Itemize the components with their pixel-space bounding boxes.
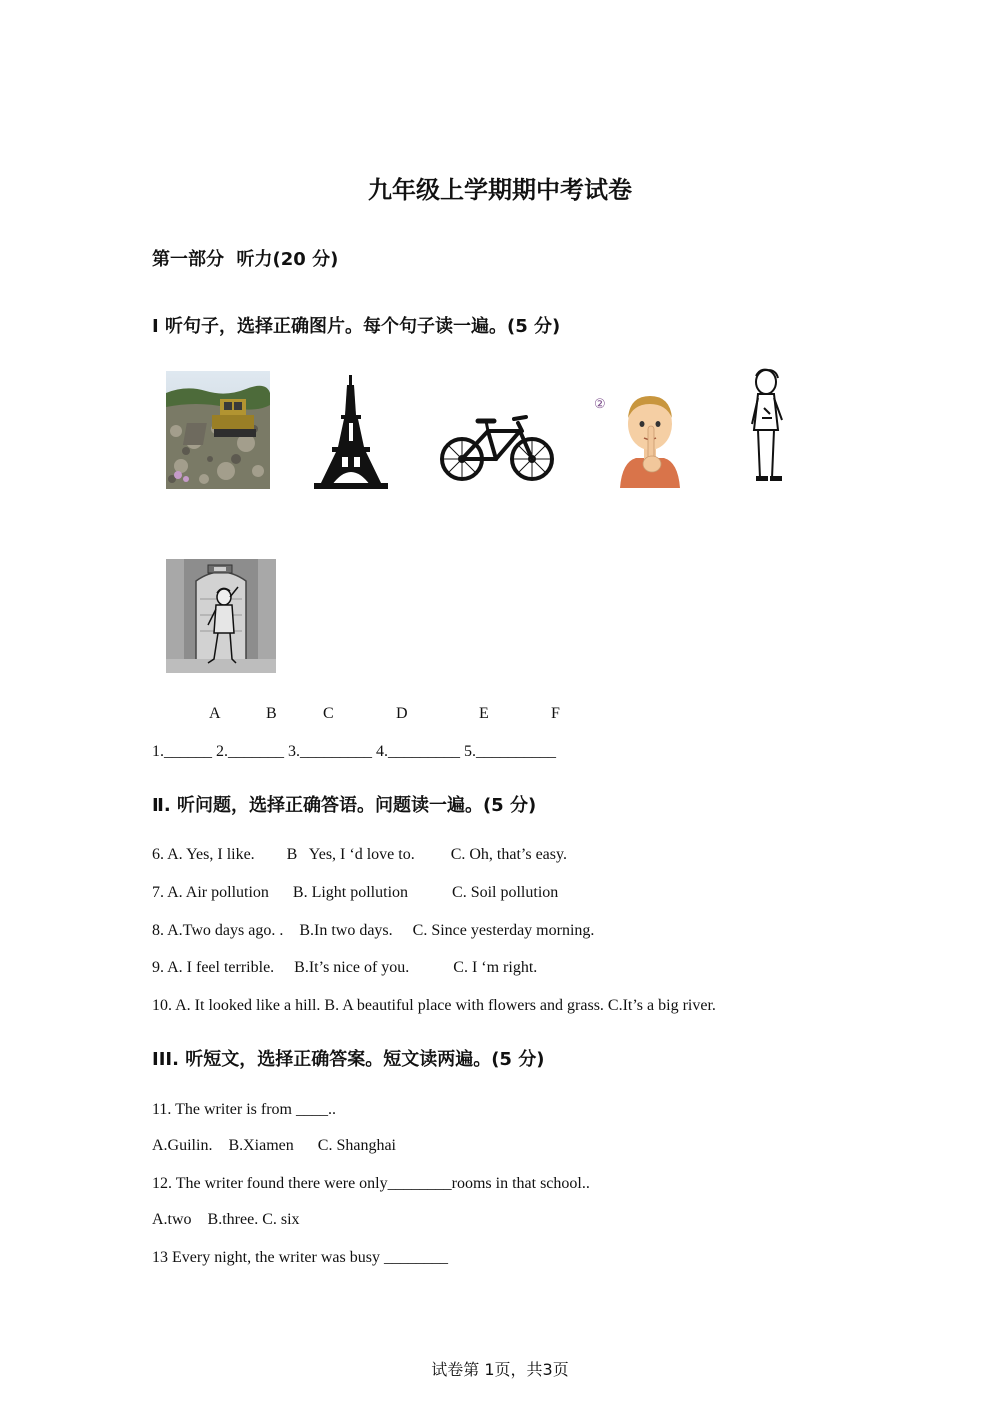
question-12: 12. The writer found there were only________rooms in that school.. bbox=[152, 1175, 590, 1192]
boy-shush-picture bbox=[616, 388, 684, 488]
question-11: 11. The writer is from ____.. bbox=[152, 1101, 336, 1118]
question-12-options: A.two B.three. C. six bbox=[152, 1211, 300, 1228]
picture-letter-c: C bbox=[323, 705, 334, 722]
question-11-options: A.Guilin. B.Xiamen C. Shanghai bbox=[152, 1137, 396, 1154]
picture-badge: ② bbox=[594, 396, 606, 411]
standing-man-picture bbox=[744, 368, 790, 488]
question-13: 13 Every night, the writer was busy ________ bbox=[152, 1249, 448, 1266]
landfill-picture bbox=[166, 371, 270, 489]
question-9: 9. A. I feel terrible. B.It’s nice of you. C. I ‘m right. bbox=[152, 959, 538, 976]
page-title: 九年级上学期期中考试卷 bbox=[368, 176, 632, 204]
picture-letter-a: A bbox=[209, 705, 221, 722]
section3-heading: III. 听短文，选择正确答案。短文读两遍。(5 分) bbox=[152, 1049, 545, 1070]
picture-letter-d: D bbox=[396, 705, 408, 722]
question-8: 8. A.Two days ago. . B.In two days. C. Since yesterday morning. bbox=[152, 922, 595, 939]
picture-letter-f: F bbox=[551, 705, 560, 722]
bicycle-picture bbox=[440, 409, 554, 485]
question-7: 7. A. Air pollution B. Light pollution C. Soil pollution bbox=[152, 884, 559, 901]
answer-blanks: 1.______ 2._______ 3._________ 4._________ 5.__________ bbox=[152, 743, 556, 760]
question-6: 6. A. Yes, I like. B Yes, I ‘d love to. C. Oh, that’s easy. bbox=[152, 846, 567, 863]
picture-letter-b: B bbox=[266, 705, 277, 722]
section2-heading: Ⅱ. 听问题，选择正确答语。问题读一遍。(5 分) bbox=[152, 795, 537, 816]
page-footer: 试卷第 1页，共3页 bbox=[431, 1360, 569, 1379]
eiffel-tower-picture bbox=[312, 375, 390, 489]
section1-heading: I 听句子，选择正确图片。每个句子读一遍。(5 分) bbox=[152, 316, 561, 337]
part1-heading: 第一部分 听力(20 分) bbox=[152, 249, 339, 270]
girl-leaving-room-picture bbox=[166, 559, 276, 673]
question-10: 10. A. It looked like a hill. B. A beautiful place with flowers and grass. C.It’s a big river. bbox=[152, 997, 716, 1014]
picture-letter-e: E bbox=[479, 705, 489, 722]
